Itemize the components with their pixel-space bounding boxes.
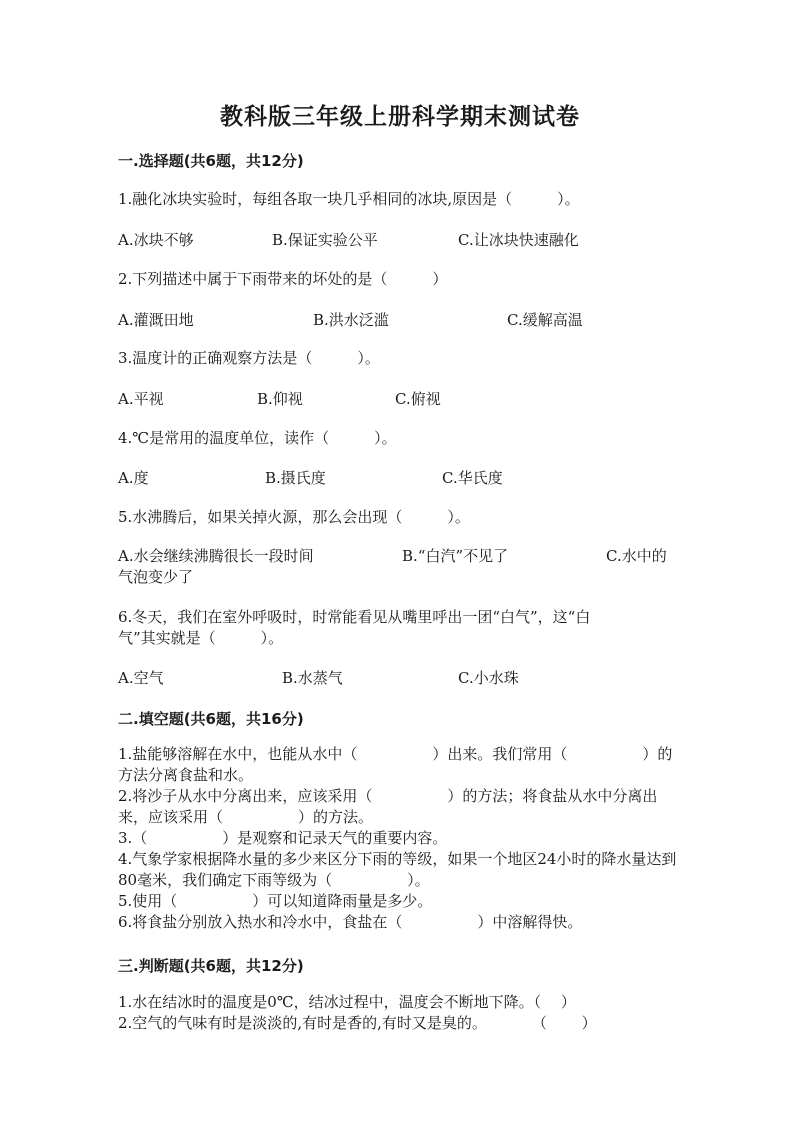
judge-question: 2.空气的气味有时是淡淡的,有时是香的,有时又是臭的。 （ ）	[118, 1014, 597, 1032]
fill-question: 3.（ ）是观察和记录天气的重要内容。	[118, 829, 448, 847]
option-a: A.平视	[118, 390, 164, 408]
judge-question: 1.水在结冰时的温度是0℃，结冰过程中，温度会不断地下降。（ ）	[118, 993, 576, 1011]
section-heading-judge: 三.判断题(共6题，共12分)	[118, 957, 304, 975]
option-c: C.让冰块快速融化	[458, 231, 579, 249]
page-title: 教科版三年级上册科学期末测试卷	[220, 104, 580, 130]
fill-question: 1.盐能够溶解在水中，也能从水中（ ）出来。我们常用（ ）的方法分离食盐和水。	[118, 745, 673, 784]
option-c-continued: 气泡变少了	[118, 568, 194, 586]
question-stem: 1.融化冰块实验时，每组各取一块几乎相同的冰块,原因是（ ）。	[118, 190, 580, 208]
section-heading-choice: 一.选择题(共6题，共12分)	[118, 152, 304, 170]
option-b: B.洪水泛滥	[313, 311, 389, 329]
fill-question: 6.将食盐分别放入热水和冷水中，食盐在（ ）中溶解得快。	[118, 913, 583, 931]
option-c: C.俯视	[395, 390, 441, 408]
question-stem-line2: 气”其实就是（ ）。	[118, 629, 284, 647]
option-b: B.水蒸气	[282, 669, 343, 687]
option-a: A.度	[118, 469, 149, 487]
question-stem-line1: 6.冬天，我们在室外呼吸时，时常能看见从嘴里呼出一团“白气”，这“白	[118, 608, 591, 626]
option-a: A.灌溉田地	[118, 311, 194, 329]
option-c: C.华氏度	[442, 469, 503, 487]
option-a: A.空气	[118, 669, 164, 687]
fill-question: 4.气象学家根据降水量的多少来区分下雨的等级，如果一个地区24小时的降水量达到80毫米，我们确定下雨等级为（ ）。	[118, 850, 677, 889]
option-b: B.摄氏度	[265, 469, 326, 487]
option-b: B.“白汽”不见了	[402, 547, 509, 565]
question-stem: 2.下列描述中属于下雨带来的坏处的是（ ）	[118, 270, 448, 288]
option-c: C.水中的	[606, 547, 667, 565]
question-stem: 4.℃是常用的温度单位，读作（ ）。	[118, 429, 397, 447]
option-b: B.保证实验公平	[272, 231, 378, 249]
question-stem: 3.温度计的正确观察方法是（ ）。	[118, 349, 380, 367]
section-heading-fill: 二.填空题(共6题，共16分)	[118, 710, 304, 728]
question-stem: 5.水沸腾后，如果关掉火源，那么会出现（ ）。	[118, 508, 470, 526]
fill-question: 2.将沙子从水中分离出来，应该采用（ ）的方法；将食盐从水中分离出来，应该采用（ ）的方法。	[118, 787, 658, 826]
option-a: A.冰块不够	[118, 231, 194, 249]
fill-question: 5.使用（ ）可以知道降雨量是多少。	[118, 892, 433, 910]
option-a: A.水会继续沸腾很长一段时间	[118, 547, 314, 565]
option-b: B.仰视	[257, 390, 303, 408]
option-c: C.缓解高温	[507, 311, 583, 329]
option-c: C.小水珠	[458, 669, 519, 687]
